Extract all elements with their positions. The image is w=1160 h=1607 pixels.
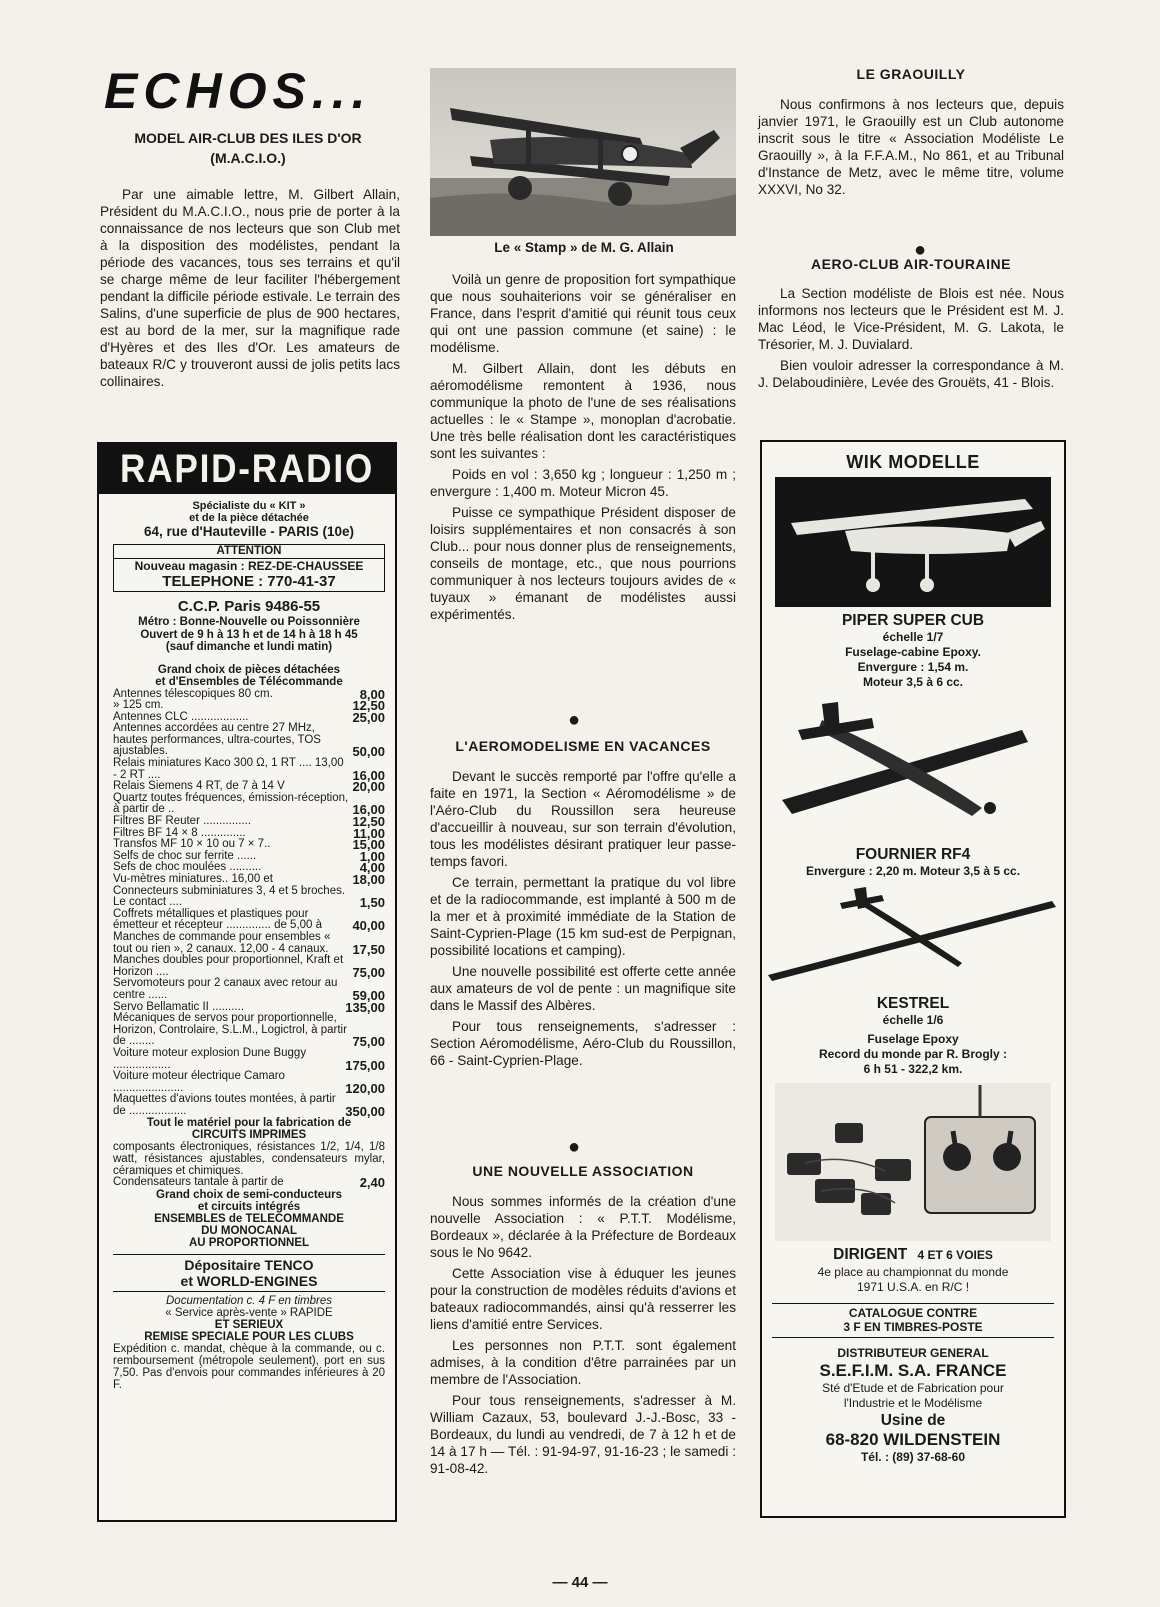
piper-photo xyxy=(775,477,1051,607)
price-label: Servomoteurs pour 2 canaux avec retour au centre ...... xyxy=(113,977,338,1001)
semi-line2: et circuits intégrés xyxy=(197,1201,301,1214)
price-value: 15,00 xyxy=(352,837,385,853)
price-row xyxy=(113,886,385,909)
rapid-radio-ad xyxy=(97,442,397,1522)
price-value: 40,00 xyxy=(352,918,385,934)
bullet-divider: ● xyxy=(568,1136,581,1158)
macio-heading-line2: (M.A.C.I.O.) xyxy=(210,150,286,166)
price-label: Quartz toutes fréquences, émission-réception, à partir de .. xyxy=(113,791,349,816)
touraine-heading: AERO-CLUB AIR-TOURAINE xyxy=(811,256,1011,272)
touraine-para2: Bien vouloir adresser la correspondance à M. J. Delaboudinière, Levée des Grouëts, 41 - Blois. xyxy=(758,358,1064,390)
price-value: 175,00 xyxy=(345,1057,385,1073)
kestrel-fuselage: Fuselage Epoxy xyxy=(867,1032,959,1046)
wik-modelle-ad xyxy=(760,440,1066,1518)
price-value: 17,50 xyxy=(352,941,385,957)
page-number: — 44 — xyxy=(552,1574,608,1591)
price-label: Relais Siemens 4 RT, de 7 à 14 V xyxy=(113,780,285,793)
depositaire-box xyxy=(113,1254,385,1292)
price-row xyxy=(113,874,385,886)
fournier-rf4-illustration xyxy=(762,690,1064,840)
dirigent-place-line2: 1971 U.S.A. en R/C ! xyxy=(856,1280,970,1294)
stamp-para1: Voilà un genre de proposition fort sympathique que nous souhaiterions voir se généraliser en France, dans l'esprit d'amitié qui réunit tous ceux qui ont une passion commune (et saine) : le modélisme. xyxy=(430,272,736,355)
price-value: 25,00 xyxy=(352,709,385,725)
service-line1: « Service après-vente » RAPIDE xyxy=(165,1307,333,1320)
stamp-para4: Puisse ce sympathique Président disposer de loisirs supplémentaires et non consacrés à son Club... pour nous donner plus de renseignements, conseils de montage, etc., que nous pourrions communiquer à nos lecteurs toujours avides de « tuyaux » émanant de modélistes aussi expérimentés. xyxy=(430,505,736,622)
ensembles-line2: DU MONOCANAL xyxy=(201,1225,297,1238)
piper-engine: Moteur 3,5 à 6 cc. xyxy=(862,675,964,689)
kestrel-name: KESTREL xyxy=(876,995,950,1012)
grand-choice-line1: Grand choix de pièces détachées xyxy=(157,663,341,676)
specialist-line2: et de la pièce détachée xyxy=(189,512,309,524)
price-value: 16,00 xyxy=(352,767,385,783)
stamp-para2: M. Gilbert Allain, dont les débuts en aéromodélisme remontent à 1936, nous communique la photo de l'une de ses réalisations actuelles : le « Stampe », monoplan d'acrobatie. Une très belle réalisation dont les caractéristiques sont les suivantes : xyxy=(430,361,736,461)
hours: Ouvert de 9 h à 13 h et de 14 h à 18 h 45 xyxy=(140,628,358,641)
metro: Métro : Bonne-Nouvelle ou Poissonnière xyxy=(138,616,360,628)
price-label: Vu-mètres miniatures.. 16,00 et xyxy=(113,873,274,885)
price-row xyxy=(113,1094,385,1117)
piper-fuselage: Fuselage-cabine Epoxy. xyxy=(845,645,981,659)
price-label: Servo Bellamatic II .......... xyxy=(113,1000,245,1013)
price-value: 12,50 xyxy=(352,814,385,830)
graouilly-para1: Nous confirmons à nos lecteurs que, depuis janvier 1971, le Graouilly est un Club autonome inscrit sous le titre « Association Modéliste Le Graouilly », à la F.F.A.M., No 861, et au Tribunal d'Instance de Metz, avec le même titre, volume XXXVI, No 32. xyxy=(758,97,1064,197)
fournier-photo xyxy=(762,690,1064,845)
price-row xyxy=(113,955,385,978)
touraine-para1: La Section modéliste de Blois est née. Nous informons nos lecteurs que le Président est M. J. Mac Léod, le Vice-Président, M. G. Lakota, le Trésorier, M. J. Duvialard. xyxy=(758,286,1064,352)
price-value: 4,00 xyxy=(359,860,385,876)
documentation xyxy=(113,1295,385,1307)
macio-heading xyxy=(100,128,396,168)
price-row xyxy=(113,723,385,758)
city: 68-820 WILDENSTEIN xyxy=(825,1430,1001,1449)
depositaire-line1: Dépositaire TENCO xyxy=(184,1257,314,1274)
vacances-para3: Une nouvelle possibilité est offerte cette année aux amateurs de vol de pente : un magnifique site dans le Massif des Albères. xyxy=(430,964,736,1013)
dirigent-title xyxy=(762,1245,1064,1265)
vacances-para1: Devant le succès remporté par l'offre qu'elle a faite en 1971, la Section « Aéromodélisme » de l'Aéro-Club du Roussillon sera heureuse d'accueillir à nouveau, sur son terrain d'évolution, tous les modélistes désirant pratiquer leur passe-temps favori. xyxy=(430,769,736,869)
ensembles-line3: AU PROPORTIONNEL xyxy=(188,1237,310,1250)
price-row xyxy=(113,909,385,932)
price-label: » 125 cm. xyxy=(113,699,164,712)
kestrel-record-line1: Record du monde par R. Brogly : xyxy=(818,1047,1007,1061)
pcb-line2: CIRCUITS IMPRIMES xyxy=(191,1129,307,1142)
price-label: Connecteurs subminiatures 3, 4 et 5 broches. Le contact .... xyxy=(113,884,346,909)
attention-box xyxy=(113,544,385,592)
biplane-illustration xyxy=(430,68,736,236)
price-row xyxy=(113,1013,385,1048)
price-label: Manches doubles pour proportionnel, Kraft et Horizon .... xyxy=(113,954,344,978)
price-label: Manches de commande pour ensembles « tout ou rien », 2 canaux. 12,00 - 4 canaux. xyxy=(113,930,331,955)
pcb-line1: Tout le matériel pour la fabrication de xyxy=(146,1117,352,1130)
association-para3: Les personnes non P.T.T. sont également admises, à la condition d'être parrainées par un membre de l'Association. xyxy=(430,1338,736,1387)
usine-label: Usine de xyxy=(880,1412,946,1429)
expedition: Expédition c. mandat, chèque à la commande, ou c. remboursement (métropole seulement), port en sus 7,50. Pas d'envois pour commandes inférieures à 20 F. xyxy=(113,1343,385,1392)
price-label: Coffrets métalliques et plastiques pour émetteur et récepteur .............. de 5,00 à xyxy=(113,907,323,932)
ccp: C.C.P. Paris 9486-55 xyxy=(177,598,321,615)
price-value: 1,50 xyxy=(359,895,385,911)
catalogue-line2: 3 F EN TIMBRES-POSTE xyxy=(843,1319,983,1334)
documentation-text: Documentation c. 4 F en timbres xyxy=(166,1295,332,1308)
piper-scale: échelle 1/7 xyxy=(882,630,944,644)
kestrel-scale: échelle 1/6 xyxy=(882,1013,944,1027)
piper-span: Envergure : 1,54 m. xyxy=(857,660,969,674)
price-label: Voiture moteur électrique Camaro ...................... xyxy=(113,1070,285,1094)
price-label: Sefs de choc moulées .......... xyxy=(113,861,262,874)
price-row xyxy=(113,758,385,781)
stamp-para3: Poids en vol : 3,650 kg ; longueur : 1,250 m ; envergure : 1,400 m. Moteur Micron 45. xyxy=(430,467,736,499)
components-text: composants électroniques, résistances 1/2, 1/4, 1/8 watt, résistances ajustables, condensateurs mylar, céramiques et chimiques. xyxy=(113,1141,385,1178)
tantalum-price: 2,40 xyxy=(359,1175,385,1191)
bullet-divider: ● xyxy=(914,239,927,261)
vacances-para2: Ce terrain, permettant la pratique du vol libre et de la radiocommande, est implanté à 500 m de la mer et à proximité immédiate de la Station de Saint-Cyprien-Plage (15 km sud-est de Perpignan, possibilité locations et camping). xyxy=(430,875,736,958)
sefim-name: S.E.F.I.M. S.A. FRANCE xyxy=(819,1361,1007,1380)
price-row xyxy=(113,1048,385,1071)
price-label: Maquettes d'avions toutes montées, à partir de .................. xyxy=(113,1093,336,1117)
bullet-divider: ● xyxy=(568,709,581,731)
wik-title: WIK MODELLE xyxy=(846,452,980,472)
tantalum-row xyxy=(113,1177,385,1189)
price-value: 12,50 xyxy=(352,698,385,714)
depositaire-line2: et WORLD-ENGINES xyxy=(180,1273,318,1290)
association-para4: Pour tous renseignements, s'adresser à M. William Cazaux, 53, boulevard J.-J.-Bosc, 33 - Bordeaux, du lundi au vendredi, de 7 à 12 h et de 14 à 17 h — Tél. : 91-94-97, 91-16-23 ; le samedi : 91-08-42. xyxy=(430,1393,736,1476)
vacances-heading: L'AEROMODELISME EN VACANCES xyxy=(455,738,711,754)
shop-info xyxy=(113,616,385,654)
telephone: TELEPHONE : 770-41-37 xyxy=(162,573,336,590)
price-row xyxy=(113,793,385,816)
price-row xyxy=(113,1071,385,1094)
price-row xyxy=(113,816,385,828)
macio-text xyxy=(100,186,400,394)
association-heading: UNE NOUVELLE ASSOCIATION xyxy=(472,1163,694,1179)
specialist-line1: Spécialiste du « KIT » xyxy=(192,500,306,512)
graouilly-heading: LE GRAOUILLY xyxy=(856,66,966,82)
price-value: 11,00 xyxy=(353,825,385,841)
vacances-article xyxy=(430,768,736,1073)
price-value: 16,00 xyxy=(352,802,385,818)
macio-paragraph: Par une aimable lettre, M. Gilbert Allain, Président du M.A.C.I.O., nous prie de porter à la connaissance de nos lecteurs que son Club met à la disposition des modélistes, pendant la période des vacances, tous ses terrains et qu'il se charge même de leur faciliter l'hébergement pendant la difficile période estivale. Le terrain des Salins, d'une superficie de plus de 900 hectares, est au bord de la mer, sur la magnifique rade d'Hyères et des Iles d'Or. Les amateurs de bateaux R/C y trouveront aussi de jolis petits lacs collinaires. xyxy=(100,187,400,389)
price-value: 20,00 xyxy=(352,779,385,795)
stamp-biplane-photo xyxy=(430,68,736,236)
price-label: Relais miniatures Kaco 300 Ω, 1 RT .... 13,00 - 2 RT .... xyxy=(113,757,344,781)
rapid-radio-inner xyxy=(99,494,395,1391)
price-label: Mécaniques de servos pour proportionnelle, Horizon, Controlaire, S.L.M., Logictrol, à partir de ........ xyxy=(113,1012,347,1048)
dirigent-voies: 4 ET 6 VOIES xyxy=(917,1248,993,1262)
price-list xyxy=(113,686,385,1119)
closed-days: (sauf dimanche et lundi matin) xyxy=(165,641,333,653)
price-label: Voiture moteur explosion Dune Buggy .................. xyxy=(113,1046,307,1071)
price-value: 8,00 xyxy=(359,686,385,702)
grand-choice-line2: et d'Ensembles de Télécommande xyxy=(155,675,343,688)
association-para1: Nous sommes informés de la création d'une nouvelle Association : « P.T.T. Modélisme, Bordeaux », déclarée à la Préfecture de Bordeaux sous le No 9642. xyxy=(430,1194,736,1260)
price-label: Filtres BF 14 × 8 .............. xyxy=(113,826,246,839)
dirigent-place-line1: 4e place au championnat du monde xyxy=(817,1265,1009,1279)
kestrel-glider-illustration xyxy=(762,879,1064,989)
ste-line2: l'Industrie et le Modélisme xyxy=(843,1396,983,1410)
attention-label: ATTENTION xyxy=(114,545,384,559)
shop-address: 64, rue d'Hauteville - PARIS (10e) xyxy=(143,524,355,539)
rc-transmitter-illustration xyxy=(775,1083,1051,1241)
echos-title: ECHOS... xyxy=(104,63,372,119)
touraine-article xyxy=(758,285,1064,395)
new-store: Nouveau magasin : REZ-DE-CHAUSSEE xyxy=(134,559,364,573)
sefim-tel: Tél. : (89) 37-68-60 xyxy=(860,1450,966,1464)
price-value: 120,00 xyxy=(345,1080,385,1096)
price-value: 50,00 xyxy=(352,744,385,760)
price-row xyxy=(113,700,385,712)
tantalum-label: Condensateurs tantale à partir de xyxy=(113,1176,284,1189)
association-article xyxy=(430,1193,736,1481)
kestrel-record-line2: 6 h 51 - 322,2 km. xyxy=(863,1062,963,1076)
price-value: 75,00 xyxy=(352,964,385,980)
price-row xyxy=(113,932,385,955)
price-value: 18,00 xyxy=(352,872,385,887)
catalogue-line1: CATALOGUE CONTRE xyxy=(848,1306,978,1320)
rapid-radio-banner: RAPID-RADIO xyxy=(117,444,377,494)
vacances-para4: Pour tous renseignements, s'adresser : Section Aéromodélisme, Aéro-Club du Roussillon, 66 - Saint-Cyprien-Plage. xyxy=(430,1019,736,1068)
rapid-radio-banner-bg xyxy=(99,444,395,494)
stamp-caption: Le « Stamp » de M. G. Allain xyxy=(494,240,674,255)
remise: REMISE SPECIALE POUR LES CLUBS xyxy=(144,1331,354,1344)
dirigent-name: DIRIGENT xyxy=(833,1246,908,1263)
catalogue-box xyxy=(772,1303,1054,1338)
macio-heading-line1: MODEL AIR-CLUB DES ILES D'OR xyxy=(134,130,362,146)
piper-name: PIPER SUPER CUB xyxy=(841,612,985,629)
price-label: Antennes accordées au centre 27 MHz, hautes performances, ultra-courtes, TOS ajustables. xyxy=(113,722,321,758)
semi-line1: Grand choix de semi-conducteurs xyxy=(156,1189,342,1202)
fournier-name: FOURNIER RF4 xyxy=(855,846,971,863)
stamp-article xyxy=(430,271,736,627)
price-label: Transfos MF 10 × 10 ou 7 × 7.. xyxy=(113,838,271,851)
price-value: 350,00 xyxy=(345,1103,385,1119)
kestrel-photo xyxy=(762,879,1064,994)
association-para2: Cette Association vise à éduquer les jeunes pour la construction de modèles réduits d'avions et bateaux radiocommandés, ainsi qu'à resserrer les liens d'amitié entre Services. xyxy=(430,1266,736,1332)
fournier-spec: Envergure : 2,20 m. Moteur 3,5 à 5 cc. xyxy=(805,864,1021,878)
graouilly-article xyxy=(758,96,1064,202)
piper-cub-illustration xyxy=(775,477,1051,607)
price-value: 135,00 xyxy=(345,999,385,1015)
distributor-label: DISTRIBUTEUR GENERAL xyxy=(837,1346,989,1360)
price-value: 59,00 xyxy=(352,987,385,1003)
service-line2: ET SERIEUX xyxy=(214,1319,284,1332)
price-label: Filtres BF Reuter ............... xyxy=(113,815,252,828)
dirigent-transmitter-photo xyxy=(775,1083,1051,1241)
price-label: Selfs de choc sur ferrite ...... xyxy=(113,849,257,862)
ensembles-line1: ENSEMBLES de TELECOMMANDE xyxy=(154,1213,344,1226)
price-label: Antennes CLC .................. xyxy=(113,710,249,723)
price-row xyxy=(113,978,385,1001)
price-value: 1,00 xyxy=(359,848,385,864)
price-value: 75,00 xyxy=(352,1034,385,1050)
price-label: Antennes télescopiques 80 cm. xyxy=(113,687,273,700)
ste-line1: Sté d'Etude et de Fabrication pour xyxy=(822,1381,1004,1395)
